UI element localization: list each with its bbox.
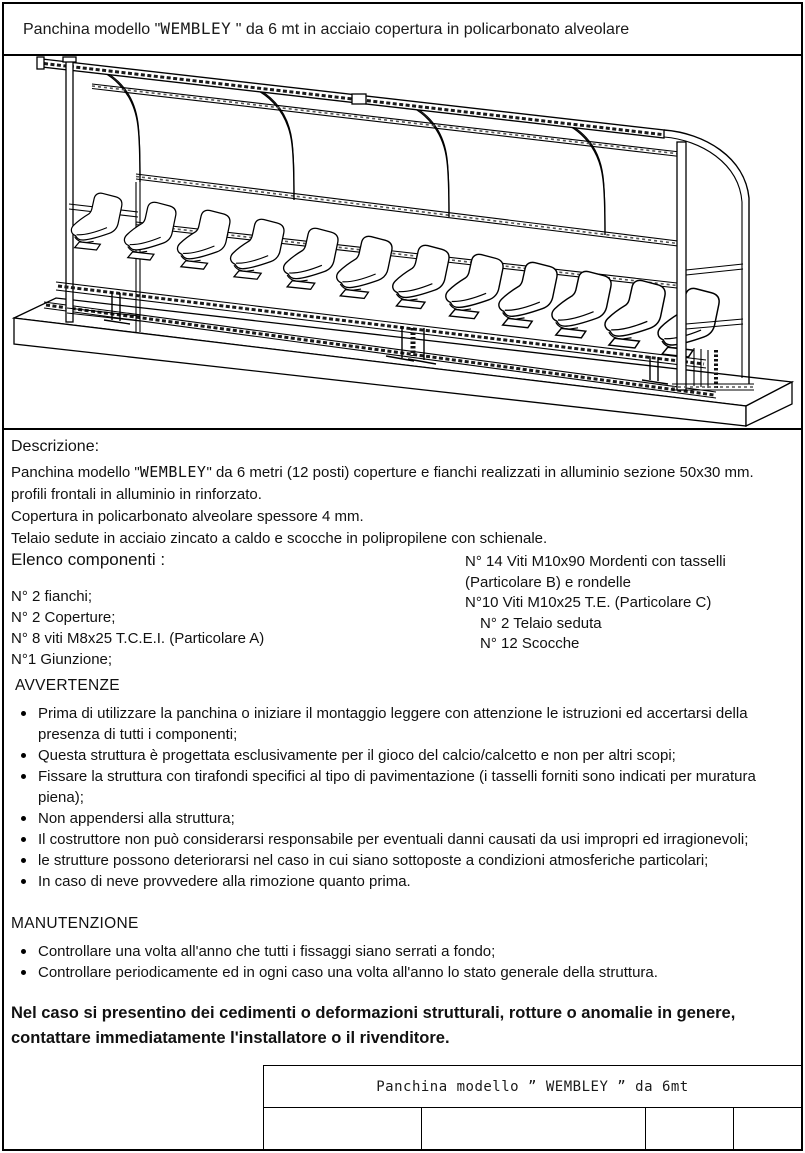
description-paragraph [11,461,797,550]
warning-item: Questa struttura è progettata esclusivamente per il gioco del calcio/calcetto e non per altri scopi; [11,745,779,766]
titleblock-cell-3 [646,1108,734,1150]
warning-item: le strutture possono deteriorarsi nel caso in cui siano sottoposte a condizioni atmosferiche particolari; [11,850,779,871]
description-line: profili frontali in alluminio in rinforzato. [11,486,262,503]
page-title: Panchina modello "WEMBLEY " da 6 mt in acciaio copertura in policarbonato alveolare [23,19,630,38]
warning-item: Non appendersi alla struttura; [11,808,779,829]
maintenance-list [11,941,779,983]
titleblock-cell-1 [264,1108,422,1150]
drawing-area [4,56,801,430]
maintenance-heading: MANUTENZIONE [11,915,139,932]
component-item: N°10 Viti M10x25 T.E. (Particolare C) [465,594,712,611]
structural-notice: Nel caso si presentino dei cedimenti o deformazioni strutturali, rotture o anomalie in genere, contattare immediatamente l'installatore o il rivenditore. [11,1004,736,1047]
component-item: (Particolare B) e rondelle [465,573,631,591]
description-heading: Descrizione: [11,438,100,455]
model-name: WEMBLEY [139,463,207,481]
warning-item: In caso di neve provvedere alla rimozione quanto prima. [11,871,779,892]
model-name: WEMBLEY [160,19,232,38]
component-item: N° 2 Telaio seduta [480,614,602,632]
component-item: N° 8 viti M8x25 T.C.E.I. (Particolare A) [11,630,265,647]
component-item: N° 2 fianchi; [11,588,93,605]
junction-plate [352,94,366,104]
warning-item: Fissare la struttura con tirafondi specifici al tipo di pavimentazione (i tasselli forniti sono indicati per muratura piena); [11,766,779,808]
title-bar [4,4,801,56]
warning-item: Il costruttore non può considerarsi responsabile per eventuali danni causati da usi impropri ed irragionevoli; [11,829,779,850]
warnings-heading: AVVERTENZE [15,677,120,694]
titleblock-title: Panchina modello ” WEMBLEY ” da 6mt [264,1066,801,1108]
component-item: N° 12 Scocche [480,635,580,652]
right-side-frame [664,130,754,390]
page-frame [2,2,803,1151]
component-item: N°1 Giunzione; [11,651,113,668]
titleblock [263,1065,801,1149]
titleblock-cell-4 [734,1108,801,1150]
maintenance-item: Controllare una volta all'anno che tutti i fissaggi siano serrati a fondo; [11,941,779,962]
warning-item: Prima di utilizzare la panchina o iniziare il montaggio leggere con attenzione le istruzioni ed accertarsi della presenza di tutti i componenti; [11,703,779,745]
technical-drawing [4,56,801,428]
titleblock-cells [264,1108,801,1150]
component-item: N° 2 Coperture; [11,609,116,626]
description-line: Copertura in policarbonato alveolare spessore 4 mm. [11,508,364,525]
roof-beam [37,57,664,138]
warnings-list [11,703,779,892]
titleblock-cell-2 [422,1108,646,1150]
maintenance-item: Controllare periodicamente ed in ogni caso una volta all'anno lo stato generale della struttura. [11,962,779,983]
description-line: Panchina modello "WEMBLEY" da 6 metri (12 posti) coperture e fianchi realizzati in alluminio sezione 50x30 mm. [11,463,754,481]
component-item: N° 14 Viti M10x90 Mordenti con tasselli [465,553,726,570]
components-list-right [465,552,795,655]
components-heading: Elenco componenti : [11,550,166,569]
description-line: Telaio sedute in acciaio zincato a caldo e scocche in polipropilene con schienale. [11,530,548,547]
